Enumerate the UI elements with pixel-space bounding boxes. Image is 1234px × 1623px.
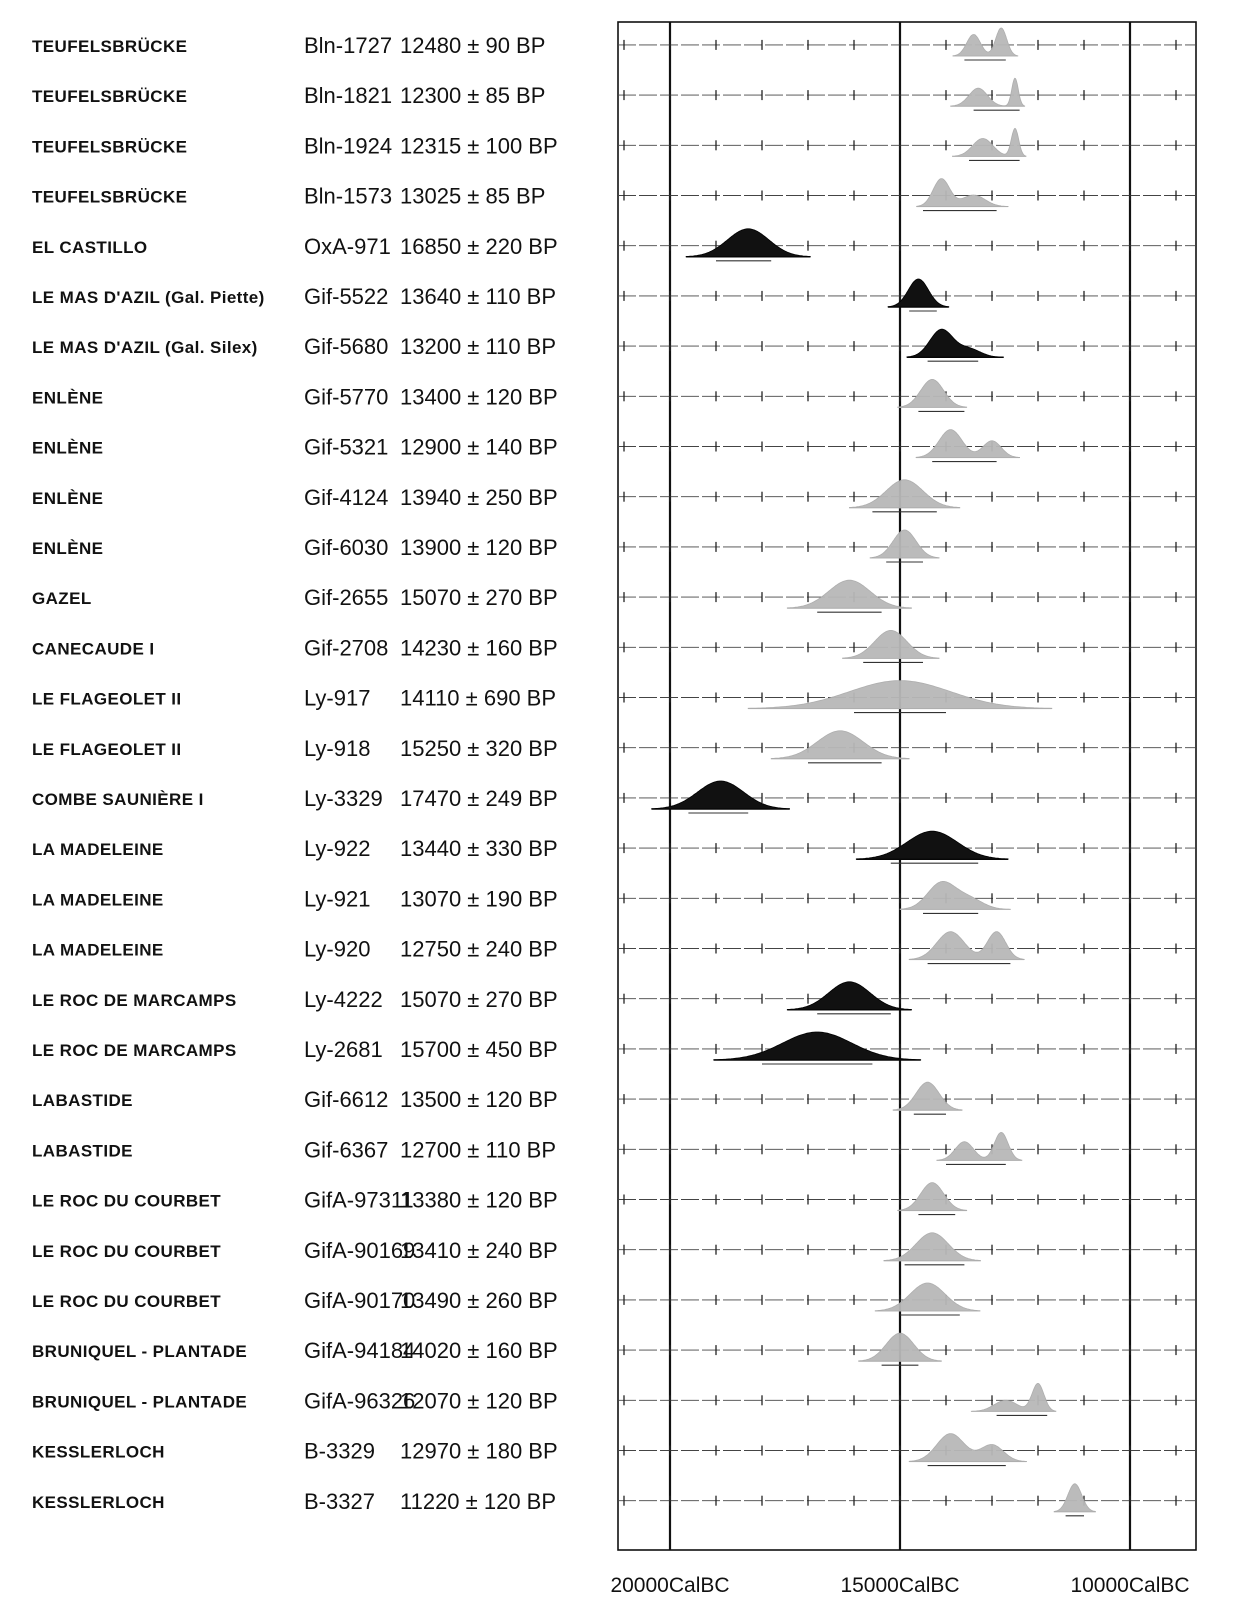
lab-code: OxA-971 xyxy=(304,233,391,259)
lab-code: GifA-90170 xyxy=(304,1288,416,1313)
site-label: LE ROC DU COURBET xyxy=(32,1292,222,1311)
radiocarbon-date: 14230 ± 160 BP xyxy=(400,635,558,661)
radiocarbon-date: 13440 ± 330 BP xyxy=(400,836,558,862)
chart-row xyxy=(32,128,1026,160)
radiocarbon-date: 16850 ± 220 BP xyxy=(400,233,558,259)
site-label: LE ROC DU COURBET xyxy=(32,1191,222,1211)
chart-row xyxy=(32,982,912,1014)
lab-code: Bln-1924 xyxy=(304,133,393,159)
chart-row xyxy=(32,1484,1096,1516)
radiocarbon-date: 11220 ± 120 BP xyxy=(400,1488,557,1514)
radiocarbon-date: 13500 ± 120 BP xyxy=(400,1087,558,1113)
chart-row xyxy=(32,932,1024,964)
chart-row xyxy=(32,279,949,311)
lab-code: Gif-2655 xyxy=(304,585,389,611)
site-label: LE ROC DE MARCAMPS xyxy=(32,990,237,1010)
chart-row xyxy=(32,179,1008,211)
probability-distribution xyxy=(859,1333,942,1361)
lab-code: Ly-2681 xyxy=(304,1037,383,1062)
lab-code: B-3329 xyxy=(304,1438,375,1464)
radiocarbon-date: 12300 ± 85 BP xyxy=(400,83,546,109)
site-label: LE FLAGEOLET II xyxy=(32,739,182,759)
lab-code: Ly-4222 xyxy=(304,986,383,1012)
lab-code: Ly-917 xyxy=(304,685,371,711)
site-label: TEUFELSBRÜCKE xyxy=(32,137,188,157)
chart-row xyxy=(32,1434,1027,1466)
chart-row xyxy=(32,1383,1056,1415)
radiocarbon-date: 15070 ± 270 BP xyxy=(400,585,558,611)
probability-distribution xyxy=(916,430,1020,458)
lab-code: B-3327 xyxy=(304,1488,375,1514)
site-label: LE ROC DE MARCAMPS xyxy=(32,1041,237,1060)
probability-distribution xyxy=(937,1132,1022,1160)
plot-frame xyxy=(618,22,1196,1550)
probability-distribution xyxy=(884,1233,981,1261)
radiocarbon-date: 12480 ± 90 BP xyxy=(400,33,546,58)
site-label: TEUFELSBRÜCKE xyxy=(32,37,188,56)
site-label: CANECAUDE I xyxy=(32,639,155,659)
site-label: BRUNIQUEL - PLANTADE xyxy=(32,1342,248,1362)
radiocarbon-date: 12900 ± 140 BP xyxy=(400,434,558,460)
lab-code: GifA-96326 xyxy=(304,1388,416,1414)
x-axis xyxy=(610,1574,1189,1597)
site-label: ENLÈNE xyxy=(32,438,104,458)
radiocarbon-date: 13070 ± 190 BP xyxy=(400,886,558,912)
chart-row xyxy=(32,881,1010,913)
chart-row xyxy=(32,731,909,763)
site-label: LE FLAGEOLET II xyxy=(32,689,182,709)
chart-row xyxy=(32,430,1020,462)
lab-code: Gif-5522 xyxy=(304,284,389,309)
site-label: EL CASTILLO xyxy=(32,237,148,257)
site-label: LE MAS D'AZIL (Gal. Piette) xyxy=(32,288,265,307)
probability-distribution xyxy=(953,28,1018,56)
plot-border xyxy=(618,22,1196,1550)
chart-row xyxy=(32,1132,1022,1164)
site-label: KESSLERLOCH xyxy=(32,1492,165,1512)
radiocarbon-date: 13640 ± 110 BP xyxy=(400,284,557,309)
chart-row xyxy=(32,379,967,411)
probability-distribution xyxy=(870,530,939,558)
probability-distribution xyxy=(686,229,810,257)
chart-row xyxy=(32,28,1018,60)
lab-code: Gif-5680 xyxy=(304,334,389,360)
chart-row xyxy=(32,781,790,813)
probability-distribution xyxy=(898,1183,967,1211)
lab-code: GifA-97311 xyxy=(304,1187,414,1213)
site-label: ENLÈNE xyxy=(32,539,104,558)
probability-distribution xyxy=(909,1434,1026,1462)
probability-distribution xyxy=(849,480,959,508)
radiocarbon-date: 13410 ± 240 BP xyxy=(400,1237,558,1263)
lab-code: Bln-1727 xyxy=(304,33,393,58)
lab-code: Gif-5770 xyxy=(304,384,389,410)
radiocarbon-date: 14020 ± 160 BP xyxy=(400,1338,558,1364)
site-label: TEUFELSBRÜCKE xyxy=(32,187,188,207)
probability-distribution xyxy=(843,630,940,658)
radiocarbon-date: 13400 ± 120 BP xyxy=(400,384,558,410)
radiocarbon-date: 13900 ± 120 BP xyxy=(400,535,558,560)
lab-code: Ly-920 xyxy=(304,936,371,962)
chart-row xyxy=(32,1183,967,1215)
radiocarbon-date: 13025 ± 85 BP xyxy=(400,183,546,209)
lab-code: Gif-6612 xyxy=(304,1087,389,1113)
chart-row xyxy=(32,1082,962,1114)
site-label: COMBE SAUNIÈRE I xyxy=(32,790,204,809)
chart-row xyxy=(32,1233,981,1265)
radiocarbon-date: 13200 ± 110 BP xyxy=(400,334,557,360)
site-label: LABASTIDE xyxy=(32,1141,133,1161)
lab-code: GifA-90169 xyxy=(304,1237,416,1263)
probability-distribution xyxy=(951,78,1025,106)
lab-code: Bln-1573 xyxy=(304,183,393,209)
chart-row xyxy=(32,480,960,512)
radiocarbon-date: 14110 ± 690 BP xyxy=(400,685,557,711)
probability-distribution xyxy=(917,179,1009,207)
lab-code: Gif-5321 xyxy=(304,434,389,460)
lab-code: Bln-1821 xyxy=(304,83,393,109)
chart-row xyxy=(32,630,939,662)
probability-distribution xyxy=(907,329,1004,357)
site-label: LA MADELEINE xyxy=(32,940,164,960)
radiocarbon-date: 12070 ± 120 BP xyxy=(400,1388,558,1414)
chart-rows xyxy=(32,28,1096,1516)
probability-distribution xyxy=(787,982,911,1010)
probability-distribution xyxy=(971,1383,1056,1411)
axis-tick-label: 10000CalBC xyxy=(1070,1574,1190,1597)
chart-row xyxy=(32,580,912,612)
radiocarbon-date: 15700 ± 450 BP xyxy=(400,1037,558,1062)
lab-code: Gif-6030 xyxy=(304,535,389,560)
site-label: TEUFELSBRÜCKE xyxy=(32,87,188,107)
radiocarbon-date: 13940 ± 250 BP xyxy=(400,484,558,510)
probability-distribution xyxy=(856,831,1008,859)
radiocarbon-date: 12315 ± 100 BP xyxy=(400,133,558,159)
site-label: ENLÈNE xyxy=(32,388,104,408)
probability-distribution xyxy=(952,128,1026,156)
radiocarbon-date: 12750 ± 240 BP xyxy=(400,936,558,962)
lab-code: Ly-921 xyxy=(304,886,371,912)
radiocarbon-date: 13380 ± 120 BP xyxy=(400,1187,558,1213)
lab-code: Gif-4124 xyxy=(304,484,389,510)
site-label: LE MAS D'AZIL (Gal. Silex) xyxy=(32,338,258,358)
lab-code: Gif-2708 xyxy=(304,635,389,661)
site-label: LA MADELEINE xyxy=(32,890,164,910)
probability-distribution xyxy=(888,279,949,307)
radiocarbon-date: 15250 ± 320 BP xyxy=(400,735,558,761)
chart-row xyxy=(32,329,1004,361)
probability-distribution xyxy=(652,781,790,809)
radiocarbon-date: 13490 ± 260 BP xyxy=(400,1288,558,1313)
axis-tick-label: 20000CalBC xyxy=(610,1574,730,1597)
chart-row xyxy=(32,1283,980,1315)
probability-distribution xyxy=(787,580,911,608)
chart-row xyxy=(32,831,1008,863)
lab-code: Gif-6367 xyxy=(304,1137,389,1163)
probability-distribution xyxy=(748,681,1052,709)
site-label: GAZEL xyxy=(32,589,92,609)
site-label: KESSLERLOCH xyxy=(32,1442,165,1462)
chart-row xyxy=(32,530,939,562)
lab-code: Ly-918 xyxy=(304,735,371,761)
chart-row xyxy=(32,1032,921,1064)
lab-code: Ly-922 xyxy=(304,836,371,862)
radiocarbon-date: 12700 ± 110 BP xyxy=(400,1137,557,1163)
radiocarbon-date: 12970 ± 180 BP xyxy=(400,1438,558,1464)
site-label: ENLÈNE xyxy=(32,488,104,508)
site-label: LE ROC DU COURBET xyxy=(32,1241,222,1261)
probability-distribution xyxy=(771,731,909,759)
site-label: BRUNIQUEL - PLANTADE xyxy=(32,1392,248,1412)
axis-tick-label: 15000CalBC xyxy=(840,1574,960,1597)
probability-distribution xyxy=(714,1032,921,1060)
probability-distribution xyxy=(1054,1484,1095,1512)
radiocarbon-date: 15070 ± 270 BP xyxy=(400,986,558,1012)
radiocarbon-date: 17470 ± 249 BP xyxy=(400,786,558,811)
probability-distribution xyxy=(909,932,1024,960)
chart-row xyxy=(32,681,1052,713)
probability-distribution xyxy=(875,1283,980,1311)
site-label: LA MADELEINE xyxy=(32,840,164,860)
probability-distribution xyxy=(898,379,967,407)
probability-distribution xyxy=(900,881,1010,909)
site-label: LABASTIDE xyxy=(32,1091,133,1111)
probability-distribution xyxy=(893,1082,962,1110)
chart-row xyxy=(32,1333,941,1365)
chart-row xyxy=(32,78,1025,110)
chart-row xyxy=(32,229,810,261)
lab-code: Ly-3329 xyxy=(304,786,383,811)
lab-code: GifA-94184 xyxy=(304,1338,416,1364)
